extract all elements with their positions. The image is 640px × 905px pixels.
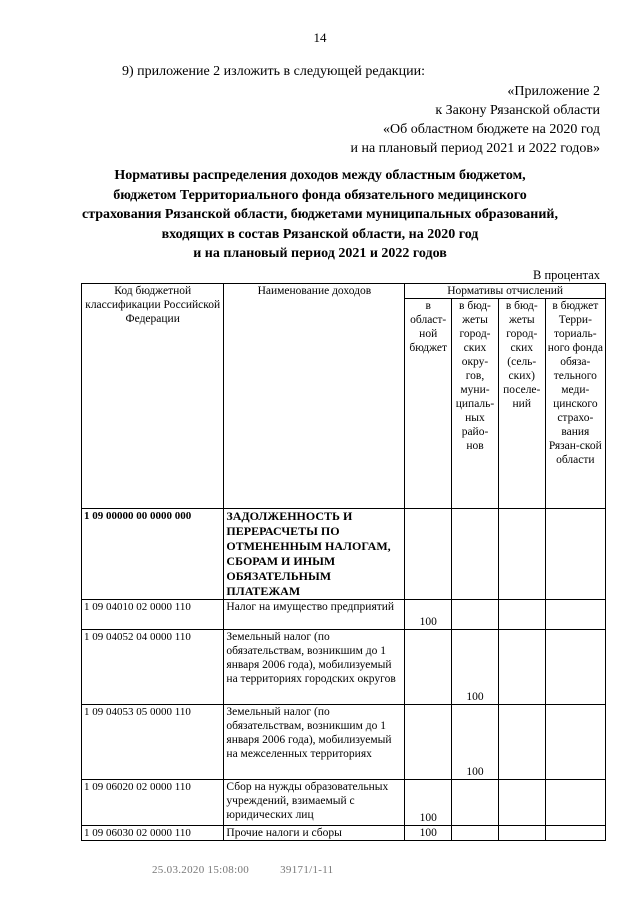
subheader-city-districts: в бюд-жеты город-ских окру-гов, муни-ципаль-ных райо-нов	[452, 299, 499, 509]
row-name: Земельный налог (по обязательствам, возникшим до 1 января 2006 года), мобилизуемый на межселенных территориях	[224, 705, 405, 780]
row-value: 100	[405, 826, 452, 841]
row-code: 1 09 06020 02 0000 110	[82, 780, 224, 826]
table-header-row	[82, 284, 606, 299]
header-name: Наименование доходов	[224, 284, 405, 509]
row-value	[452, 826, 499, 841]
appendix-reference	[350, 82, 600, 158]
row-name: ЗАДОЛЖЕННОСТЬ И ПЕРЕРАСЧЕТЫ ПО ОТМЕНЕННЫМ НАЛОГАМ, СБОРАМ И ИНЫМ ОБЯЗАТЕЛЬНЫМ ПЛАТЕЖАМ	[224, 509, 405, 600]
footer-doc-id: 39171/1-11	[280, 864, 334, 876]
heading-line: и на плановый период 2021 и 2022 годов	[193, 246, 447, 261]
row-value	[452, 780, 499, 826]
table-row	[82, 826, 606, 841]
row-value	[545, 630, 605, 705]
row-code: 1 09 04053 05 0000 110	[82, 705, 224, 780]
row-value	[545, 600, 605, 630]
row-name: Прочие налоги и сборы	[224, 826, 405, 841]
table-row	[82, 705, 606, 780]
row-value: 100	[452, 630, 499, 705]
row-value	[405, 630, 452, 705]
row-value	[452, 509, 499, 600]
row-value	[452, 600, 499, 630]
row-name: Сбор на нужды образовательных учреждений, взимаемый с юридических лиц	[224, 780, 405, 826]
row-value	[498, 705, 545, 780]
header-norms: Нормативы отчислений	[405, 284, 606, 299]
subheader-settlements: в бюд-жеты город-ских (сель-ских) поселе-ний	[498, 299, 545, 509]
row-code: 1 09 00000 00 0000 000	[82, 509, 224, 600]
row-value	[498, 509, 545, 600]
row-value: 100	[452, 705, 499, 780]
row-value	[545, 780, 605, 826]
intro-line: 9) приложение 2 изложить в следующей редакции:	[122, 64, 425, 79]
row-value	[498, 600, 545, 630]
row-value	[405, 509, 452, 600]
row-value	[405, 705, 452, 780]
row-value: 100	[405, 780, 452, 826]
footer-timestamp: 25.03.2020 15:08:00	[152, 864, 250, 876]
table-row	[82, 780, 606, 826]
heading-line: страхования Рязанской области, бюджетами муниципальных образований,	[81, 207, 558, 222]
row-value	[545, 509, 605, 600]
row-name: Земельный налог (по обязательствам, возникшим до 1 января 2006 года), мобилизуемый на территориях городских округов	[224, 630, 405, 705]
page-number: 14	[313, 30, 327, 45]
appendix-line: «Об областном бюджете на 2020 год	[383, 122, 600, 137]
heading-line: входящих в состав Рязанской области, на 2020 год	[161, 226, 479, 242]
subheader-medical-fund: в бюджет Терри-ториаль-ного фонда обяза-тельного меди-цинского страхо-вания Рязан-ской области	[545, 299, 605, 509]
row-value	[545, 705, 605, 780]
row-value	[498, 826, 545, 841]
row-code: 1 09 04052 04 0000 110	[82, 630, 224, 705]
subheader-regional: в област-ной бюджет	[405, 299, 452, 509]
revenue-distribution-table	[81, 283, 606, 841]
appendix-line: «Приложение 2	[507, 84, 600, 99]
row-code: 1 09 04010 02 0000 110	[82, 600, 224, 630]
row-code: 1 09 06030 02 0000 110	[82, 826, 224, 841]
table-row	[82, 630, 606, 705]
row-value	[498, 780, 545, 826]
document-heading	[0, 166, 640, 264]
unit-label: В процентах	[533, 268, 600, 282]
heading-line: бюджетом Территориального фонда обязательного медицинского	[113, 187, 527, 203]
heading-line: Нормативы распределения доходов между областным бюджетом,	[114, 168, 526, 183]
table-row	[82, 600, 606, 630]
appendix-line: и на плановый период 2021 и 2022 годов»	[350, 141, 600, 156]
row-name: Налог на имущество предприятий	[224, 600, 405, 630]
header-code: Код бюджетной классификации Российской Федерации	[82, 284, 224, 509]
appendix-line: к Закону Рязанской области	[435, 103, 600, 118]
row-value	[545, 826, 605, 841]
row-value: 100	[405, 600, 452, 630]
table-row	[82, 509, 606, 600]
print-footer	[152, 864, 361, 876]
row-value	[498, 630, 545, 705]
